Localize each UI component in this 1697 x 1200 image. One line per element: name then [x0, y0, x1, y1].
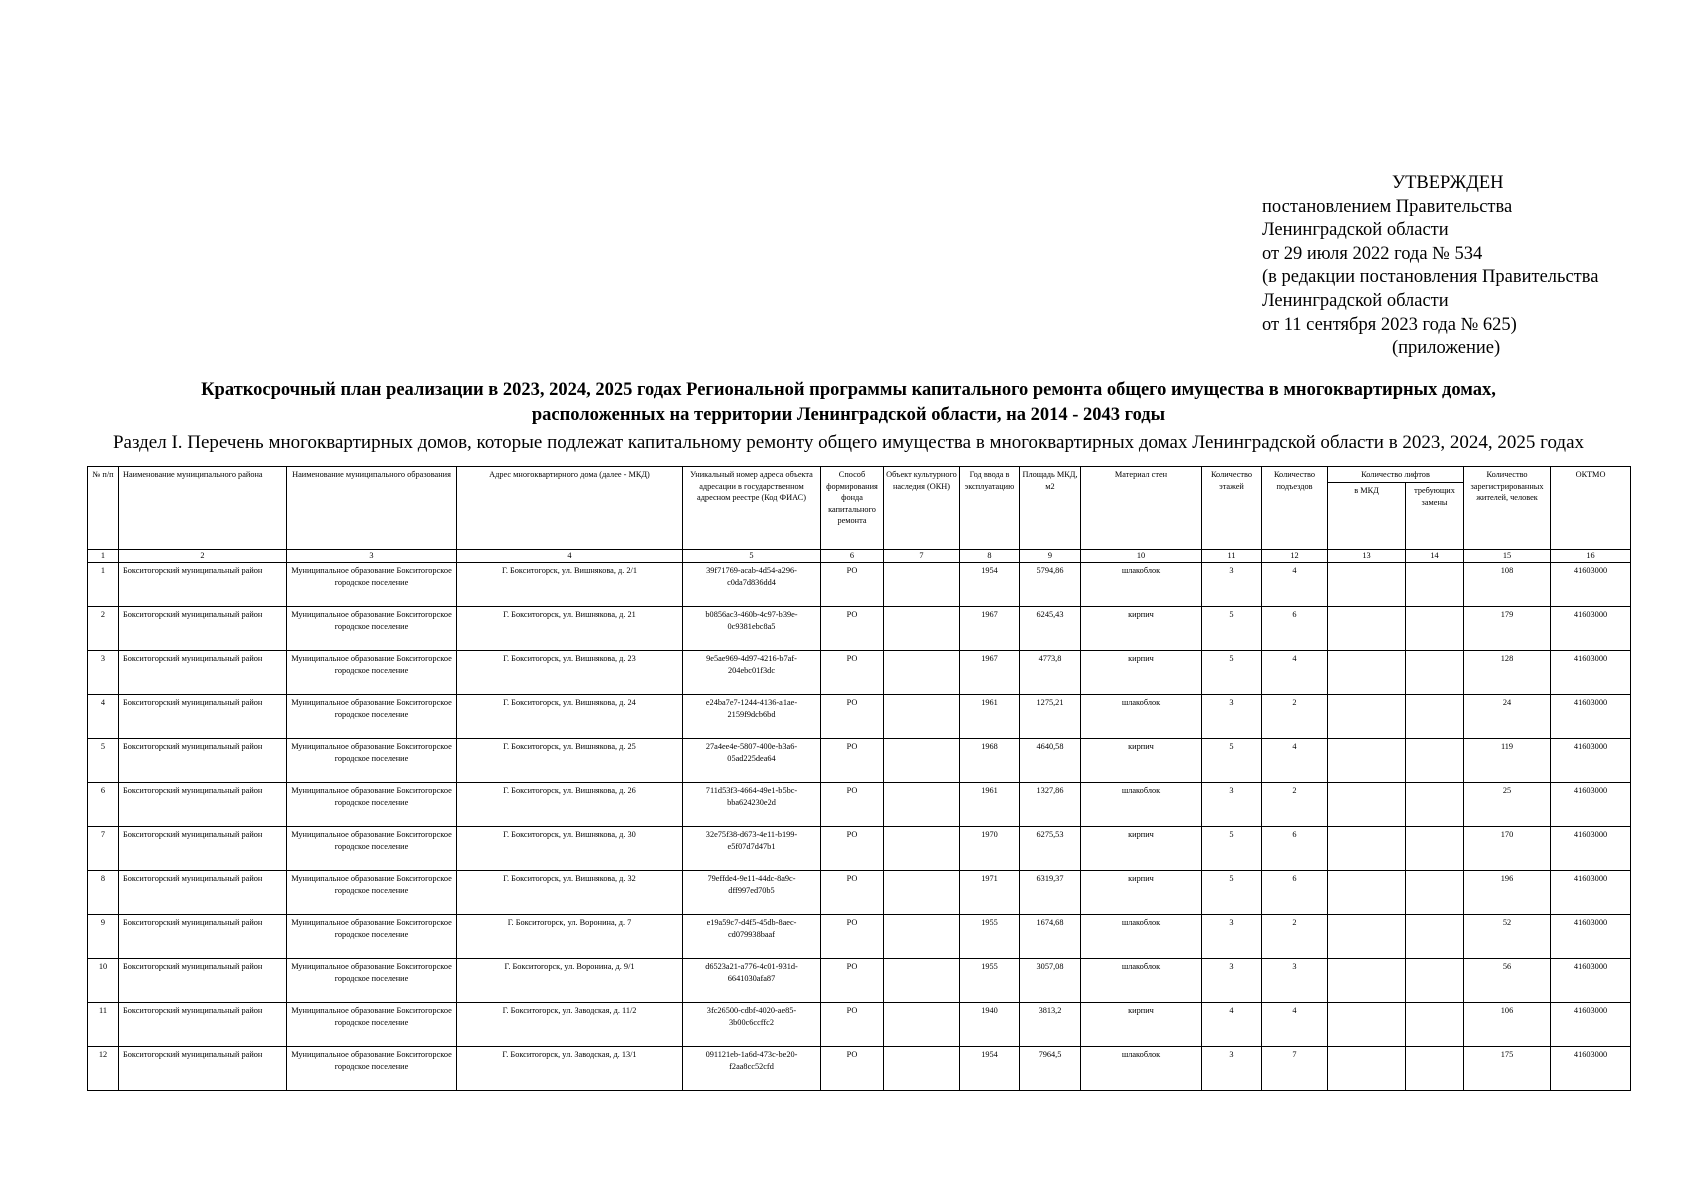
cell-fias-code: 091121eb-1a6d-473c-be20-f2aa8cc52cfd: [683, 1047, 821, 1091]
cell-area: 1275,21: [1020, 695, 1081, 739]
cell-municipality: Муниципальное образование Бокситогорское городское поселение: [287, 959, 457, 1003]
cell-okn: [884, 959, 960, 1003]
cell-address: Г. Бокситогорск, ул. Вишнякова, д. 25: [457, 739, 683, 783]
cell-municipality: Муниципальное образование Бокситогорское городское поселение: [287, 783, 457, 827]
column-number: 16: [1551, 550, 1631, 563]
cell-wall-material: шлакоблок: [1081, 695, 1202, 739]
cell-year: 1961: [960, 695, 1020, 739]
cell-row-number: 6: [88, 783, 119, 827]
header-floors: Количество этажей: [1202, 467, 1262, 550]
cell-fund-method: РО: [821, 695, 884, 739]
cell-year: 1961: [960, 783, 1020, 827]
cell-row-number: 10: [88, 959, 119, 1003]
cell-okn: [884, 915, 960, 959]
cell-lifts-replace: [1406, 827, 1464, 871]
cell-municipality: Муниципальное образование Бокситогорское городское поселение: [287, 739, 457, 783]
houses-table: [87, 466, 1631, 1091]
cell-year: 1940: [960, 1003, 1020, 1047]
document-title: [0, 378, 1697, 428]
cell-address: Г. Бокситогорск, ул. Воронина, д. 9/1: [457, 959, 683, 1003]
column-number: 10: [1081, 550, 1202, 563]
cell-lifts-in-mkd: [1328, 959, 1406, 1003]
approval-appendix-note: (приложение): [1392, 338, 1501, 359]
cell-okn: [884, 563, 960, 607]
approval-line: от 11 сентября 2023 года № 625): [1262, 314, 1517, 335]
cell-fias-code: 3fc26500-cdbf-4020-ae85-3b00c6ccffc2: [683, 1003, 821, 1047]
cell-okn: [884, 695, 960, 739]
cell-fund-method: РО: [821, 651, 884, 695]
column-number: 11: [1202, 550, 1262, 563]
cell-fias-code: 27a4ee4e-5807-400e-b3a6-05ad225dea64: [683, 739, 821, 783]
column-number: 2: [119, 550, 287, 563]
cell-address: Г. Бокситогорск, ул. Воронина, д. 7: [457, 915, 683, 959]
cell-lifts-in-mkd: [1328, 871, 1406, 915]
cell-year: 1967: [960, 651, 1020, 695]
cell-floors: 3: [1202, 1047, 1262, 1091]
cell-lifts-replace: [1406, 1047, 1464, 1091]
document-title-line-1: Краткосрочный план реализации в 2023, 2024, 2025 годах Региональной программы капитального ремонта общего имущества в многоквартирных домах,: [201, 380, 1496, 400]
table-row: [88, 915, 1631, 959]
cell-district: Бокситогорский муниципальный район: [119, 563, 287, 607]
cell-year: 1955: [960, 959, 1020, 1003]
cell-area: 3813,2: [1020, 1003, 1081, 1047]
table-row: [88, 1003, 1631, 1047]
cell-residents: 24: [1464, 695, 1551, 739]
table-row: [88, 827, 1631, 871]
cell-district: Бокситогорский муниципальный район: [119, 915, 287, 959]
cell-lifts-in-mkd: [1328, 563, 1406, 607]
header-oktmo: ОКТМО: [1551, 467, 1631, 550]
cell-address: Г. Бокситогорск, ул. Вишнякова, д. 21: [457, 607, 683, 651]
cell-row-number: 9: [88, 915, 119, 959]
cell-district: Бокситогорский муниципальный район: [119, 783, 287, 827]
cell-fias-code: e19a59c7-d4f5-45db-8aec-cd079938baaf: [683, 915, 821, 959]
column-number: 12: [1262, 550, 1328, 563]
cell-municipality: Муниципальное образование Бокситогорское городское поселение: [287, 607, 457, 651]
cell-wall-material: кирпич: [1081, 827, 1202, 871]
cell-row-number: 4: [88, 695, 119, 739]
cell-fund-method: РО: [821, 739, 884, 783]
cell-fias-code: e24ba7e7-1244-4136-a1ae-2159f9dcb6bd: [683, 695, 821, 739]
cell-entrances: 4: [1262, 1003, 1328, 1047]
cell-fund-method: РО: [821, 871, 884, 915]
cell-row-number: 2: [88, 607, 119, 651]
cell-lifts-in-mkd: [1328, 739, 1406, 783]
header-okn: Объект культурного наследия (ОКН): [884, 467, 960, 550]
cell-lifts-in-mkd: [1328, 915, 1406, 959]
cell-residents: 52: [1464, 915, 1551, 959]
cell-municipality: Муниципальное образование Бокситогорское городское поселение: [287, 871, 457, 915]
cell-lifts-replace: [1406, 783, 1464, 827]
cell-okn: [884, 783, 960, 827]
cell-fias-code: 711d53f3-4664-49e1-b5bc-bba624230e2d: [683, 783, 821, 827]
header-num: № п/п: [88, 467, 119, 550]
cell-residents: 196: [1464, 871, 1551, 915]
cell-floors: 5: [1202, 739, 1262, 783]
cell-entrances: 3: [1262, 959, 1328, 1003]
cell-lifts-replace: [1406, 959, 1464, 1003]
column-number: 7: [884, 550, 960, 563]
cell-entrances: 2: [1262, 915, 1328, 959]
cell-floors: 5: [1202, 607, 1262, 651]
cell-area: 7964,5: [1020, 1047, 1081, 1091]
cell-oktmo: 41603000: [1551, 871, 1631, 915]
table-header-row: [88, 467, 1631, 483]
cell-residents: 175: [1464, 1047, 1551, 1091]
cell-district: Бокситогорский муниципальный район: [119, 959, 287, 1003]
cell-oktmo: 41603000: [1551, 739, 1631, 783]
cell-municipality: Муниципальное образование Бокситогорское городское поселение: [287, 915, 457, 959]
cell-wall-material: шлакоблок: [1081, 915, 1202, 959]
cell-okn: [884, 739, 960, 783]
table-row: [88, 563, 1631, 607]
table-row: [88, 739, 1631, 783]
cell-floors: 4: [1202, 1003, 1262, 1047]
cell-fias-code: 39f71769-acab-4d54-a296-c0da7d836dd4: [683, 563, 821, 607]
cell-lifts-replace: [1406, 563, 1464, 607]
approval-line: Ленинградской области: [1262, 290, 1449, 311]
cell-fund-method: РО: [821, 915, 884, 959]
header-fund-method: Способ формирования фонда капитального ремонта: [821, 467, 884, 550]
cell-floors: 5: [1202, 827, 1262, 871]
cell-lifts-in-mkd: [1328, 1047, 1406, 1091]
cell-wall-material: кирпич: [1081, 1003, 1202, 1047]
cell-district: Бокситогорский муниципальный район: [119, 651, 287, 695]
cell-year: 1954: [960, 563, 1020, 607]
table-row: [88, 651, 1631, 695]
cell-district: Бокситогорский муниципальный район: [119, 695, 287, 739]
cell-wall-material: шлакоблок: [1081, 783, 1202, 827]
cell-year: 1967: [960, 607, 1020, 651]
cell-lifts-replace: [1406, 739, 1464, 783]
cell-floors: 3: [1202, 695, 1262, 739]
cell-lifts-replace: [1406, 607, 1464, 651]
cell-lifts-replace: [1406, 1003, 1464, 1047]
cell-fias-code: 32e75f38-d673-4e11-b199-e5f07d7d47b1: [683, 827, 821, 871]
table-row: [88, 959, 1631, 1003]
column-number: 15: [1464, 550, 1551, 563]
header-year: Год ввода в эксплуатацию: [960, 467, 1020, 550]
cell-fias-code: d6523a21-a776-4c01-931d-6641030afa87: [683, 959, 821, 1003]
cell-area: 4640,58: [1020, 739, 1081, 783]
cell-fund-method: РО: [821, 607, 884, 651]
cell-area: 6319,37: [1020, 871, 1081, 915]
cell-lifts-in-mkd: [1328, 607, 1406, 651]
column-number: 14: [1406, 550, 1464, 563]
cell-year: 1971: [960, 871, 1020, 915]
cell-row-number: 7: [88, 827, 119, 871]
cell-row-number: 8: [88, 871, 119, 915]
cell-fund-method: РО: [821, 783, 884, 827]
column-number: 13: [1328, 550, 1406, 563]
cell-okn: [884, 1047, 960, 1091]
section-title: Раздел I. Перечень многоквартирных домов, которые подлежат капитальному ремонту общего имущества в многоквартирных домах Ленинградской области в 2023, 2024, 2025 годах: [112, 432, 1585, 453]
column-numbers-row: [88, 550, 1631, 563]
table-body: [88, 550, 1631, 1091]
cell-wall-material: шлакоблок: [1081, 1047, 1202, 1091]
cell-year: 1968: [960, 739, 1020, 783]
cell-oktmo: 41603000: [1551, 783, 1631, 827]
approval-block: [1262, 172, 1682, 361]
approval-line: постановлением Правительства: [1262, 196, 1513, 217]
cell-lifts-in-mkd: [1328, 651, 1406, 695]
cell-fund-method: РО: [821, 959, 884, 1003]
cell-oktmo: 41603000: [1551, 563, 1631, 607]
cell-year: 1955: [960, 915, 1020, 959]
cell-year: 1954: [960, 1047, 1020, 1091]
column-number: 3: [287, 550, 457, 563]
cell-oktmo: 41603000: [1551, 651, 1631, 695]
cell-entrances: 7: [1262, 1047, 1328, 1091]
table-row: [88, 1047, 1631, 1091]
header-district: Наименование муниципального района: [119, 467, 287, 550]
cell-entrances: 4: [1262, 563, 1328, 607]
table-row: [88, 607, 1631, 651]
cell-oktmo: 41603000: [1551, 607, 1631, 651]
cell-municipality: Муниципальное образование Бокситогорское городское поселение: [287, 563, 457, 607]
cell-lifts-replace: [1406, 651, 1464, 695]
column-number: 8: [960, 550, 1020, 563]
cell-district: Бокситогорский муниципальный район: [119, 739, 287, 783]
cell-residents: 108: [1464, 563, 1551, 607]
cell-address: Г. Бокситогорск, ул. Вишнякова, д. 30: [457, 827, 683, 871]
header-lifts-replace: требующих замены: [1406, 483, 1464, 550]
cell-lifts-replace: [1406, 915, 1464, 959]
cell-district: Бокситогорский муниципальный район: [119, 871, 287, 915]
cell-okn: [884, 1003, 960, 1047]
cell-wall-material: кирпич: [1081, 871, 1202, 915]
table-row: [88, 871, 1631, 915]
cell-okn: [884, 871, 960, 915]
cell-area: 5794,86: [1020, 563, 1081, 607]
cell-floors: 3: [1202, 783, 1262, 827]
cell-okn: [884, 651, 960, 695]
cell-residents: 179: [1464, 607, 1551, 651]
cell-okn: [884, 827, 960, 871]
cell-address: Г. Бокситогорск, ул. Заводская, д. 11/2: [457, 1003, 683, 1047]
cell-fias-code: 79effde4-9e11-44dc-8a9c-dff997ed70b5: [683, 871, 821, 915]
cell-fund-method: РО: [821, 563, 884, 607]
cell-row-number: 3: [88, 651, 119, 695]
column-number: 5: [683, 550, 821, 563]
cell-row-number: 12: [88, 1047, 119, 1091]
cell-oktmo: 41603000: [1551, 695, 1631, 739]
header-entrances: Количество подъездов: [1262, 467, 1328, 550]
cell-fias-code: b0856ac3-460b-4c97-b39e-0c9381ebc8a5: [683, 607, 821, 651]
cell-entrances: 6: [1262, 607, 1328, 651]
table-row: [88, 695, 1631, 739]
cell-wall-material: шлакоблок: [1081, 563, 1202, 607]
cell-residents: 170: [1464, 827, 1551, 871]
cell-entrances: 4: [1262, 651, 1328, 695]
cell-row-number: 1: [88, 563, 119, 607]
cell-residents: 25: [1464, 783, 1551, 827]
approval-line: (в редакции постановления Правительства: [1262, 267, 1599, 288]
column-number: 1: [88, 550, 119, 563]
column-number: 6: [821, 550, 884, 563]
cell-wall-material: кирпич: [1081, 607, 1202, 651]
cell-lifts-in-mkd: [1328, 1003, 1406, 1047]
header-lifts-in-mkd: в МКД: [1328, 483, 1406, 550]
cell-wall-material: кирпич: [1081, 739, 1202, 783]
cell-year: 1970: [960, 827, 1020, 871]
cell-address: Г. Бокситогорск, ул. Вишнякова, д. 24: [457, 695, 683, 739]
cell-residents: 128: [1464, 651, 1551, 695]
cell-area: 1674,68: [1020, 915, 1081, 959]
cell-entrances: 2: [1262, 695, 1328, 739]
header-walls: Материал стен: [1081, 467, 1202, 550]
header-municipality: Наименование муниципального образования: [287, 467, 457, 550]
cell-residents: 56: [1464, 959, 1551, 1003]
cell-oktmo: 41603000: [1551, 959, 1631, 1003]
cell-floors: 3: [1202, 563, 1262, 607]
cell-okn: [884, 607, 960, 651]
cell-address: Г. Бокситогорск, ул. Вишнякова, д. 2/1: [457, 563, 683, 607]
cell-municipality: Муниципальное образование Бокситогорское городское поселение: [287, 1003, 457, 1047]
cell-lifts-in-mkd: [1328, 827, 1406, 871]
column-number: 9: [1020, 550, 1081, 563]
header-residents: Количество зарегистрированных жителей, человек: [1464, 467, 1551, 550]
approval-line: от 29 июля 2022 года № 534: [1262, 243, 1483, 264]
cell-floors: 5: [1202, 651, 1262, 695]
cell-residents: 119: [1464, 739, 1551, 783]
cell-district: Бокситогорский муниципальный район: [119, 607, 287, 651]
cell-municipality: Муниципальное образование Бокситогорское городское поселение: [287, 695, 457, 739]
table-row: [88, 783, 1631, 827]
cell-residents: 106: [1464, 1003, 1551, 1047]
cell-row-number: 5: [88, 739, 119, 783]
cell-lifts-replace: [1406, 871, 1464, 915]
cell-area: 3057,08: [1020, 959, 1081, 1003]
cell-fund-method: РО: [821, 1003, 884, 1047]
cell-district: Бокситогорский муниципальный район: [119, 827, 287, 871]
cell-address: Г. Бокситогорск, ул. Заводская, д. 13/1: [457, 1047, 683, 1091]
cell-municipality: Муниципальное образование Бокситогорское городское поселение: [287, 1047, 457, 1091]
header-address: Адрес многоквартирного дома (далее - МКД): [457, 467, 683, 550]
cell-area: 1327,86: [1020, 783, 1081, 827]
document-title-line-2: расположенных на территории Ленинградской области, на 2014 - 2043 годы: [531, 405, 1166, 425]
cell-area: 4773,8: [1020, 651, 1081, 695]
cell-municipality: Муниципальное образование Бокситогорское городское поселение: [287, 651, 457, 695]
header-lifts: Количество лифтов: [1328, 467, 1464, 483]
cell-row-number: 11: [88, 1003, 119, 1047]
cell-entrances: 2: [1262, 783, 1328, 827]
cell-oktmo: 41603000: [1551, 915, 1631, 959]
cell-lifts-replace: [1406, 695, 1464, 739]
cell-wall-material: кирпич: [1081, 651, 1202, 695]
column-number: 4: [457, 550, 683, 563]
approval-heading: УТВЕРЖДЕН: [1392, 173, 1504, 193]
cell-floors: 3: [1202, 915, 1262, 959]
cell-entrances: 4: [1262, 739, 1328, 783]
header-fias: Уникальный номер адреса объекта адресации в государственном адресном реестре (Код ФИАС): [683, 467, 821, 550]
cell-fias-code: 9e5ae969-4d97-4216-b7af-204ebc01f3dc: [683, 651, 821, 695]
cell-wall-material: шлакоблок: [1081, 959, 1202, 1003]
cell-lifts-in-mkd: [1328, 695, 1406, 739]
cell-area: 6245,43: [1020, 607, 1081, 651]
cell-fund-method: РО: [821, 1047, 884, 1091]
cell-entrances: 6: [1262, 871, 1328, 915]
cell-floors: 3: [1202, 959, 1262, 1003]
cell-lifts-in-mkd: [1328, 783, 1406, 827]
cell-fund-method: РО: [821, 827, 884, 871]
cell-address: Г. Бокситогорск, ул. Вишнякова, д. 32: [457, 871, 683, 915]
cell-area: 6275,53: [1020, 827, 1081, 871]
cell-floors: 5: [1202, 871, 1262, 915]
cell-entrances: 6: [1262, 827, 1328, 871]
cell-oktmo: 41603000: [1551, 827, 1631, 871]
header-area: Площадь МКД, м2: [1020, 467, 1081, 550]
cell-district: Бокситогорский муниципальный район: [119, 1003, 287, 1047]
cell-address: Г. Бокситогорск, ул. Вишнякова, д. 23: [457, 651, 683, 695]
cell-address: Г. Бокситогорск, ул. Вишнякова, д. 26: [457, 783, 683, 827]
cell-oktmo: 41603000: [1551, 1003, 1631, 1047]
approval-line: Ленинградской области: [1262, 220, 1449, 241]
cell-oktmo: 41603000: [1551, 1047, 1631, 1091]
cell-municipality: Муниципальное образование Бокситогорское городское поселение: [287, 827, 457, 871]
cell-district: Бокситогорский муниципальный район: [119, 1047, 287, 1091]
